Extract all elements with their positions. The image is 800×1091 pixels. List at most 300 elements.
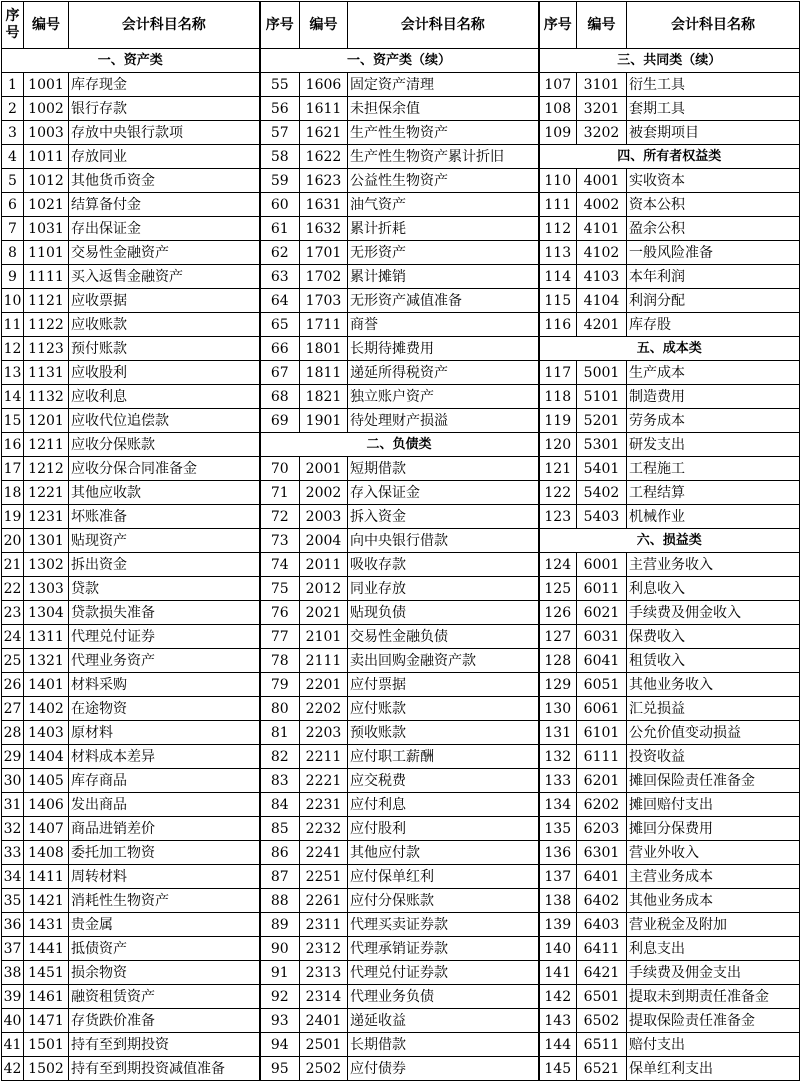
seq-cell: 27 — [2, 697, 24, 721]
seq-cell: 10 — [2, 289, 24, 313]
section-header: 五、成本类 — [539, 337, 800, 361]
name-cell: 其他应付款 — [348, 841, 539, 865]
seq-cell: 117 — [539, 361, 577, 385]
name-cell: 应收利息 — [69, 385, 260, 409]
name-cell: 应付债券 — [348, 1057, 539, 1081]
name-cell: 利息支出 — [627, 937, 800, 961]
seq-cell: 130 — [539, 697, 577, 721]
code-cell: 3201 — [577, 97, 627, 121]
code-cell: 1212 — [24, 457, 69, 481]
table-row — [2, 409, 800, 433]
seq-cell: 136 — [539, 841, 577, 865]
name-cell: 委托加工物资 — [69, 841, 260, 865]
name-cell: 本年利润 — [627, 265, 800, 289]
seq-cell: 2 — [2, 97, 24, 121]
seq-cell: 6 — [2, 193, 24, 217]
table-row — [2, 505, 800, 529]
table-row — [2, 625, 800, 649]
seq-cell: 108 — [539, 97, 577, 121]
name-cell: 应收分保账款 — [69, 433, 260, 457]
seq-cell: 126 — [539, 601, 577, 625]
table-row — [2, 433, 800, 457]
name-cell: 主营业务成本 — [627, 865, 800, 889]
section-header: 三、共同类（续） — [539, 49, 800, 73]
name-cell: 发出商品 — [69, 793, 260, 817]
name-cell: 吸收存款 — [348, 553, 539, 577]
code-cell: 2101 — [300, 625, 348, 649]
code-cell: 6421 — [577, 961, 627, 985]
name-cell: 投资收益 — [627, 745, 800, 769]
seq-cell: 123 — [539, 505, 577, 529]
seq-cell: 122 — [539, 481, 577, 505]
table-row — [2, 889, 800, 913]
seq-cell: 16 — [2, 433, 24, 457]
name-cell: 应付股利 — [348, 817, 539, 841]
code-cell: 6501 — [577, 985, 627, 1009]
name-cell: 周转材料 — [69, 865, 260, 889]
header-row — [2, 2, 800, 49]
table-row — [2, 457, 800, 481]
code-cell: 1711 — [300, 313, 348, 337]
table-row — [2, 313, 800, 337]
name-cell: 提取未到期责任准备金 — [627, 985, 800, 1009]
seq-cell: 63 — [260, 265, 300, 289]
seq-cell: 133 — [539, 769, 577, 793]
name-cell: 商品进销差价 — [69, 817, 260, 841]
table-row — [2, 673, 800, 697]
seq-cell: 131 — [539, 721, 577, 745]
seq-cell: 67 — [260, 361, 300, 385]
table-row — [2, 985, 800, 1009]
name-cell: 摊回赔付支出 — [627, 793, 800, 817]
table-row — [2, 1009, 800, 1033]
seq-cell: 58 — [260, 145, 300, 169]
seq-cell: 28 — [2, 721, 24, 745]
table-row — [2, 961, 800, 985]
seq-cell: 109 — [539, 121, 577, 145]
name-cell: 无形资产减值准备 — [348, 289, 539, 313]
seq-cell: 82 — [260, 745, 300, 769]
name-cell: 工程结算 — [627, 481, 800, 505]
name-cell: 持有至到期投资 — [69, 1033, 260, 1057]
seq-cell: 72 — [260, 505, 300, 529]
code-cell: 2202 — [300, 697, 348, 721]
name-cell: 营业税金及附加 — [627, 913, 800, 937]
name-cell: 坏账准备 — [69, 505, 260, 529]
table-row — [2, 73, 800, 97]
code-cell: 6051 — [577, 673, 627, 697]
name-cell: 预付账款 — [69, 337, 260, 361]
table-row — [2, 913, 800, 937]
seq-cell: 60 — [260, 193, 300, 217]
table-row — [2, 193, 800, 217]
code-cell: 5402 — [577, 481, 627, 505]
seq-cell: 114 — [539, 265, 577, 289]
code-cell: 1801 — [300, 337, 348, 361]
code-cell: 1132 — [24, 385, 69, 409]
seq-cell: 30 — [2, 769, 24, 793]
seq-cell: 76 — [260, 601, 300, 625]
code-cell: 1401 — [24, 673, 69, 697]
seq-cell: 25 — [2, 649, 24, 673]
name-cell: 银行存款 — [69, 97, 260, 121]
name-cell: 贴现负债 — [348, 601, 539, 625]
table-row — [2, 481, 800, 505]
name-cell: 利息收入 — [627, 577, 800, 601]
name-cell: 衍生工具 — [627, 73, 800, 97]
name-cell: 应付利息 — [348, 793, 539, 817]
name-cell: 商誉 — [348, 313, 539, 337]
name-cell: 无形资产 — [348, 241, 539, 265]
seq-cell: 22 — [2, 577, 24, 601]
seq-cell: 129 — [539, 673, 577, 697]
seq-cell: 32 — [2, 817, 24, 841]
code-cell: 1122 — [24, 313, 69, 337]
code-cell: 6111 — [577, 745, 627, 769]
seq-cell: 21 — [2, 553, 24, 577]
name-cell: 其他应收款 — [69, 481, 260, 505]
seq-cell: 119 — [539, 409, 577, 433]
code-cell: 1001 — [24, 73, 69, 97]
seq-cell: 139 — [539, 913, 577, 937]
code-cell: 1003 — [24, 121, 69, 145]
name-cell: 应收股利 — [69, 361, 260, 385]
seq-cell: 73 — [260, 529, 300, 553]
code-cell: 1421 — [24, 889, 69, 913]
seq-cell: 41 — [2, 1033, 24, 1057]
seq-cell: 40 — [2, 1009, 24, 1033]
code-cell: 1407 — [24, 817, 69, 841]
code-cell: 5403 — [577, 505, 627, 529]
seq-cell: 95 — [260, 1057, 300, 1081]
name-cell: 劳务成本 — [627, 409, 800, 433]
name-cell: 应收账款 — [69, 313, 260, 337]
code-cell: 1402 — [24, 697, 69, 721]
code-cell: 1031 — [24, 217, 69, 241]
code-cell: 1901 — [300, 409, 348, 433]
seq-cell: 86 — [260, 841, 300, 865]
seq-cell: 18 — [2, 481, 24, 505]
code-cell: 1703 — [300, 289, 348, 313]
seq-cell: 110 — [539, 169, 577, 193]
code-cell: 1621 — [300, 121, 348, 145]
code-cell: 1441 — [24, 937, 69, 961]
name-cell: 长期待摊费用 — [348, 337, 539, 361]
seq-cell: 4 — [2, 145, 24, 169]
name-cell: 拆出资金 — [69, 553, 260, 577]
code-cell: 4103 — [577, 265, 627, 289]
header-code: 编号 — [300, 2, 348, 49]
seq-cell: 35 — [2, 889, 24, 913]
name-cell: 应付保单红利 — [348, 865, 539, 889]
seq-cell: 120 — [539, 433, 577, 457]
name-cell: 公允价值变动损益 — [627, 721, 800, 745]
code-cell: 6401 — [577, 865, 627, 889]
seq-cell: 57 — [260, 121, 300, 145]
name-cell: 营业外收入 — [627, 841, 800, 865]
code-cell: 1811 — [300, 361, 348, 385]
code-cell: 2001 — [300, 457, 348, 481]
seq-cell: 127 — [539, 625, 577, 649]
code-cell: 1501 — [24, 1033, 69, 1057]
name-cell: 主营业务收入 — [627, 553, 800, 577]
seq-cell: 62 — [260, 241, 300, 265]
code-cell: 5001 — [577, 361, 627, 385]
seq-cell: 37 — [2, 937, 24, 961]
seq-cell: 20 — [2, 529, 24, 553]
table-row — [2, 361, 800, 385]
name-cell: 库存商品 — [69, 769, 260, 793]
name-cell: 短期借款 — [348, 457, 539, 481]
code-cell: 1606 — [300, 73, 348, 97]
seq-cell: 77 — [260, 625, 300, 649]
name-cell: 被套期项目 — [627, 121, 800, 145]
table-row — [2, 385, 800, 409]
seq-cell: 75 — [260, 577, 300, 601]
code-cell: 2011 — [300, 553, 348, 577]
name-cell: 油气资产 — [348, 193, 539, 217]
table-row — [2, 217, 800, 241]
code-cell: 1622 — [300, 145, 348, 169]
seq-cell: 92 — [260, 985, 300, 1009]
code-cell: 1021 — [24, 193, 69, 217]
seq-cell: 79 — [260, 673, 300, 697]
name-cell: 应收票据 — [69, 289, 260, 313]
code-cell: 6411 — [577, 937, 627, 961]
seq-cell: 15 — [2, 409, 24, 433]
seq-cell: 115 — [539, 289, 577, 313]
code-cell: 6201 — [577, 769, 627, 793]
name-cell: 应收代位追偿款 — [69, 409, 260, 433]
seq-cell: 23 — [2, 601, 24, 625]
code-cell: 1123 — [24, 337, 69, 361]
code-cell: 3101 — [577, 73, 627, 97]
code-cell: 6061 — [577, 697, 627, 721]
table-row — [2, 601, 800, 625]
code-cell: 6041 — [577, 649, 627, 673]
name-cell: 赔付支出 — [627, 1033, 800, 1057]
name-cell: 生产性生物资产 — [348, 121, 539, 145]
code-cell: 1302 — [24, 553, 69, 577]
table-row — [2, 337, 800, 361]
name-cell: 利润分配 — [627, 289, 800, 313]
code-cell: 5101 — [577, 385, 627, 409]
code-cell: 1231 — [24, 505, 69, 529]
seq-cell: 93 — [260, 1009, 300, 1033]
seq-cell: 145 — [539, 1057, 577, 1081]
name-cell: 买入返售金融资产 — [69, 265, 260, 289]
code-cell: 1131 — [24, 361, 69, 385]
code-cell: 4201 — [577, 313, 627, 337]
seq-cell: 56 — [260, 97, 300, 121]
table-row — [2, 937, 800, 961]
code-cell: 1702 — [300, 265, 348, 289]
name-cell: 生产性生物资产累计折旧 — [348, 145, 539, 169]
name-cell: 累计摊销 — [348, 265, 539, 289]
code-cell: 2221 — [300, 769, 348, 793]
code-cell: 1701 — [300, 241, 348, 265]
code-cell: 2251 — [300, 865, 348, 889]
seq-cell: 134 — [539, 793, 577, 817]
code-cell: 2401 — [300, 1009, 348, 1033]
code-cell: 1471 — [24, 1009, 69, 1033]
table-row — [2, 265, 800, 289]
name-cell: 消耗性生物资产 — [69, 889, 260, 913]
table-row — [2, 1033, 800, 1057]
code-cell: 2021 — [300, 601, 348, 625]
seq-cell: 7 — [2, 217, 24, 241]
name-cell: 套期工具 — [627, 97, 800, 121]
name-cell: 预收账款 — [348, 721, 539, 745]
header-name: 会计科目名称 — [348, 2, 539, 49]
header-seq: 序号 — [260, 2, 300, 49]
seq-cell: 128 — [539, 649, 577, 673]
code-cell: 5401 — [577, 457, 627, 481]
name-cell: 同业存放 — [348, 577, 539, 601]
name-cell: 卖出回购金融资产款 — [348, 649, 539, 673]
code-cell: 1211 — [24, 433, 69, 457]
seq-cell: 112 — [539, 217, 577, 241]
table-row — [2, 169, 800, 193]
name-cell: 长期借款 — [348, 1033, 539, 1057]
name-cell: 贵金属 — [69, 913, 260, 937]
name-cell: 代理兑付证券 — [69, 625, 260, 649]
header-name: 会计科目名称 — [69, 2, 260, 49]
seq-cell: 11 — [2, 313, 24, 337]
seq-cell: 88 — [260, 889, 300, 913]
name-cell: 机械作业 — [627, 505, 800, 529]
name-cell: 向中央银行借款 — [348, 529, 539, 553]
name-cell: 库存股 — [627, 313, 800, 337]
seq-cell: 121 — [539, 457, 577, 481]
code-cell: 1411 — [24, 865, 69, 889]
seq-cell: 135 — [539, 817, 577, 841]
seq-cell: 34 — [2, 865, 24, 889]
table-row — [2, 97, 800, 121]
code-cell: 2502 — [300, 1057, 348, 1081]
seq-cell: 14 — [2, 385, 24, 409]
seq-cell: 132 — [539, 745, 577, 769]
seq-cell: 55 — [260, 73, 300, 97]
name-cell: 递延收益 — [348, 1009, 539, 1033]
name-cell: 手续费及佣金支出 — [627, 961, 800, 985]
code-cell: 6021 — [577, 601, 627, 625]
code-cell: 4101 — [577, 217, 627, 241]
seq-cell: 116 — [539, 313, 577, 337]
code-cell: 1011 — [24, 145, 69, 169]
seq-cell: 42 — [2, 1057, 24, 1081]
code-cell: 4002 — [577, 193, 627, 217]
header-seq: 序号 — [539, 2, 577, 49]
name-cell: 提取保险责任准备金 — [627, 1009, 800, 1033]
seq-cell: 29 — [2, 745, 24, 769]
code-cell: 1623 — [300, 169, 348, 193]
header-code: 编号 — [577, 2, 627, 49]
seq-cell: 81 — [260, 721, 300, 745]
accounting-subjects-table — [1, 1, 800, 1081]
name-cell: 应付账款 — [348, 697, 539, 721]
section-header: 一、资产类 — [2, 49, 260, 73]
name-cell: 存放同业 — [69, 145, 260, 169]
seq-cell: 137 — [539, 865, 577, 889]
name-cell: 交易性金融资产 — [69, 241, 260, 265]
code-cell: 6511 — [577, 1033, 627, 1057]
code-cell: 1111 — [24, 265, 69, 289]
seq-cell: 140 — [539, 937, 577, 961]
table-body — [2, 49, 800, 1081]
name-cell: 应付职工薪酬 — [348, 745, 539, 769]
name-cell: 制造费用 — [627, 385, 800, 409]
table-row — [2, 649, 800, 673]
seq-cell: 125 — [539, 577, 577, 601]
table-row — [2, 697, 800, 721]
seq-cell: 8 — [2, 241, 24, 265]
seq-cell: 124 — [539, 553, 577, 577]
name-cell: 库存现金 — [69, 73, 260, 97]
code-cell: 3202 — [577, 121, 627, 145]
name-cell: 抵债资产 — [69, 937, 260, 961]
code-cell: 1406 — [24, 793, 69, 817]
code-cell: 1502 — [24, 1057, 69, 1081]
name-cell: 未担保余值 — [348, 97, 539, 121]
seq-cell: 5 — [2, 169, 24, 193]
name-cell: 损余物资 — [69, 961, 260, 985]
name-cell: 融资租赁资产 — [69, 985, 260, 1009]
code-cell: 6202 — [577, 793, 627, 817]
code-cell: 6502 — [577, 1009, 627, 1033]
table-row — [2, 145, 800, 169]
code-cell: 6011 — [577, 577, 627, 601]
name-cell: 生产成本 — [627, 361, 800, 385]
code-cell: 2211 — [300, 745, 348, 769]
seq-cell: 26 — [2, 673, 24, 697]
seq-cell: 12 — [2, 337, 24, 361]
code-cell: 1301 — [24, 529, 69, 553]
code-cell: 2261 — [300, 889, 348, 913]
code-cell: 1632 — [300, 217, 348, 241]
seq-cell: 64 — [260, 289, 300, 313]
seq-cell: 13 — [2, 361, 24, 385]
code-cell: 1461 — [24, 985, 69, 1009]
seq-cell: 9 — [2, 265, 24, 289]
code-cell: 2314 — [300, 985, 348, 1009]
seq-cell: 3 — [2, 121, 24, 145]
name-cell: 资本公积 — [627, 193, 800, 217]
name-cell: 摊回保险责任准备金 — [627, 769, 800, 793]
table-row — [2, 289, 800, 313]
table-row — [2, 865, 800, 889]
name-cell: 贷款 — [69, 577, 260, 601]
code-cell: 5201 — [577, 409, 627, 433]
name-cell: 研发支出 — [627, 433, 800, 457]
name-cell: 工程施工 — [627, 457, 800, 481]
code-cell: 2002 — [300, 481, 348, 505]
seq-cell: 65 — [260, 313, 300, 337]
code-cell: 1321 — [24, 649, 69, 673]
table-row — [2, 121, 800, 145]
name-cell: 交易性金融负债 — [348, 625, 539, 649]
code-cell: 6001 — [577, 553, 627, 577]
code-cell: 4102 — [577, 241, 627, 265]
code-cell: 1821 — [300, 385, 348, 409]
code-cell: 6203 — [577, 817, 627, 841]
name-cell: 代理承销证券款 — [348, 937, 539, 961]
table-row — [2, 529, 800, 553]
code-cell: 5301 — [577, 433, 627, 457]
code-cell: 1631 — [300, 193, 348, 217]
name-cell: 保单红利支出 — [627, 1057, 800, 1081]
code-cell: 4001 — [577, 169, 627, 193]
